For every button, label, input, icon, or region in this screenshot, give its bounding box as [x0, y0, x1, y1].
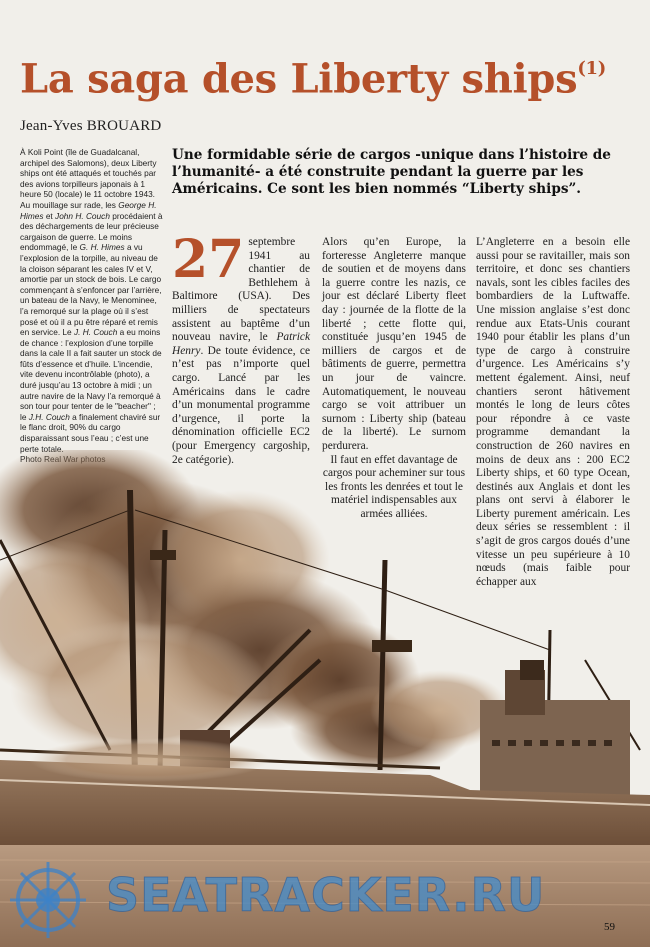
page-number: 59 [604, 921, 615, 933]
article-title: La saga des Liberty ships$^{(1)}$ [20, 55, 606, 103]
text-column-1: 27 septembre 1941 au chantier de Bethlehem à Baltimore (USA). Des milliers de spectateurs assistent au baptême d’un nouveau navire, le Patrick Henry. De toute évidence, ce n’est pas n’importe quel cargo. Lancé par les Américains dans le cadre d’un monumental programme d’urgence, il porte la dénomination officielle EC2 (pour Emergency cargoship, 2e catégorie). [172, 229, 310, 466]
dropcap: 27 [172, 229, 245, 290]
author-name: Jean-Yves BROUARD [20, 118, 162, 134]
watermark-text: SEATRACKER.RU [106, 868, 546, 922]
photo-caption: À Koli Point (île de Guadalcanal, archipel des Salomons), deux Liberty ships ont été attaqués et touchés par des avions torpilleurs japonais à 1 heure 50 (locale) le 11 octobre 1943. Au mouillage sur rade, les George H. Himes et John H. Couch procédaient à des déchargements de leur précieuse cargaison de guerre. Le moins endommagé, le G. H. Himes a vu l’explosion de la torpille, au niveau de la cloison séparant les cales IV et V, amortie par un stock de bois. Le cargo commençant à s’enfoncer par l’arrière, un bateau de la Navy, le Menominee, l’a remorqué sur la plage où il s’est posé et où il a pu être réparé et remis en service. Le J. H. Couch a eu moins de chance : l’explosion d’une torpille dans la cale II a fait sauter un stock de fûts d’essence et d’huile. L’incendie, vite devenu incontrôlable (photo), a duré jusqu’au 13 octobre à midi ; un autre navire de la Navy l’a remorqué à son tour pour tenter de le "beacher" ; le J.H. Couch a finalement chaviré sur le flanc droit, 90% du cargo disparaissant sous l’eau ; c’est une perte totale. [20, 147, 164, 465]
text-column-2: Alors qu’en Europe, la forteresse Angleterre manque de soutien et de moyens dans la guerre contre les nazis, ce jour est déclaré Liberty fleet day : journée de la flotte de la liberté ; cette flotte qui, constituée jusqu’en 1945 de milliers de cargos et de bâtiments de guerre, permettra un jour de vaincre. Automatiquement, le nouveau cargo se voit attribuer un surnom : Liberty ship (bateau de la liberté). Le surnom perdurera. Il faut en effet davantage de cargos pour acheminer sur tous les fronts les denrées et tout le matériel indispensables aux armées alliées. [322, 236, 466, 520]
compass-logo-icon [6, 860, 96, 940]
article-lead: Une formidable série de cargos -unique dans l’histoire de l’humanité- a été construite pendant la guerre par les Américains. Ce sont les bien nommés “Liberty ships”. [172, 147, 611, 197]
watermark [6, 860, 646, 940]
title-footnote: (1) [577, 58, 606, 79]
text-column-3: L’Angleterre en a besoin elle aussi pour se ravitailler, mais son territoire, et donc ses chantiers navals, sont les cibles faciles des bombardiers de la Luftwaffe. Une mission anglaise s’est donc rendue aux Etats-Unis courant 1940 pour établir les plans d’un type de cargo à construire d’urgence. Les Américains s’y mettent également. Ainsi, neuf chantiers seront hâtivement montés le long de leurs côtes pour répondre à ce vaste programme demandant la construction de 260 navires en moins de deux ans : 200 EC2 Liberty ships, et 60 type Ocean, destinés aux Anglais et dont les plans ont servi à élaborer le Liberty purement américain. Les deux séries se ressemblent : il s’agit de gros cargos doués d’une vitesse un peu supérieure à 10 nœuds (mais faible pour échapper aux [476, 236, 630, 588]
